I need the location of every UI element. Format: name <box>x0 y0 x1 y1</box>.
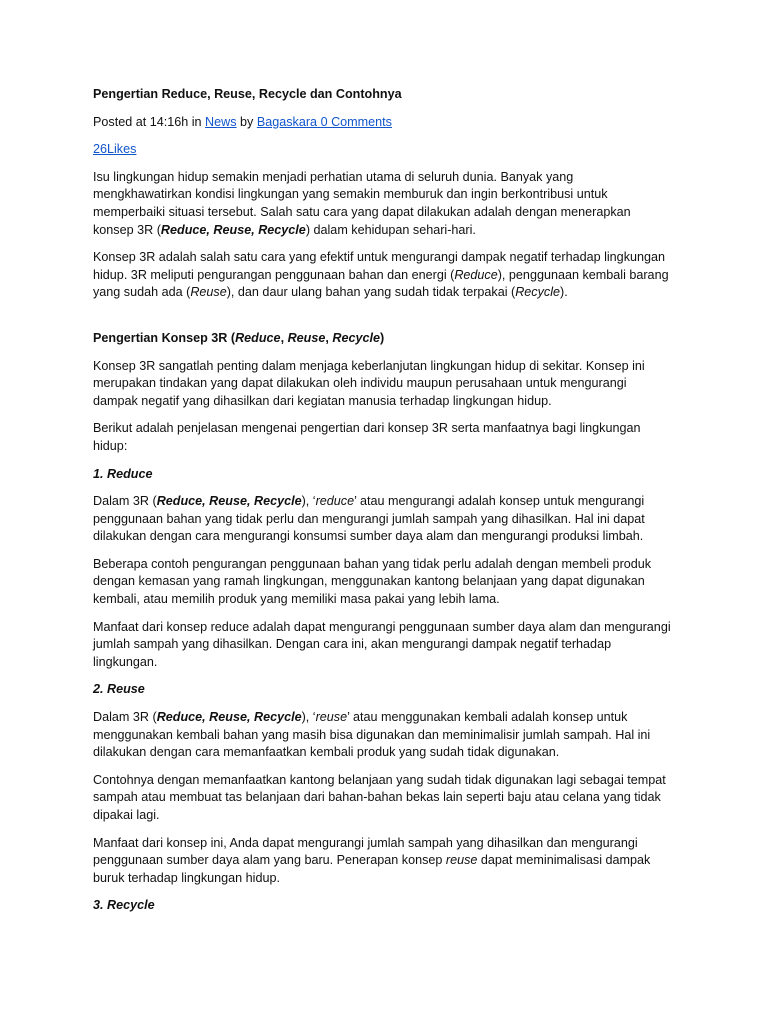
term-reduce: Reduce <box>454 267 498 282</box>
text-span: ), ‘ <box>301 494 316 509</box>
reuse-paragraph-2: Contohnya dengan memanfaatkan kantong belanjaan yang sudah tidak digunakan lagi sebagai tempat sampah atau membuat tas belanjaan dari bahan-bahan bekas lain seperti baju atau celana yang tidak dipakai lagi. <box>93 772 666 822</box>
3r-terms: Reduce, Reuse, Recycle <box>156 710 302 725</box>
reduce-paragraph-1 <box>93 493 673 546</box>
3r-terms: Reduce, Reuse, Recycle <box>156 494 302 509</box>
term-reuse: Reuse <box>190 285 227 300</box>
reuse-heading: 2. Reuse <box>93 682 145 697</box>
likes-link[interactable]: 26Likes <box>93 142 137 157</box>
text-span: Isu lingkungan hidup semakin menjadi perhatian utama di seluruh dunia. Banyak yang mengkhawatirkan kondisi lingkungan yang semakin memburuk dan ingin berkontribusi untuk memperbaiki situasi tersebut. Salah satu cara yang dapat dilakukan adalah dengan menerapkan konsep 3R ( <box>93 169 631 237</box>
by-text: by <box>236 114 257 129</box>
reuse-paragraph-3 <box>93 835 673 888</box>
text-span: Pengertian Konsep 3R ( <box>93 330 236 345</box>
text-span: Dalam 3R ( <box>93 494 157 509</box>
article <box>93 86 673 925</box>
reduce-heading: 1. Reduce <box>93 466 153 481</box>
text-span: ’ atau menggunakan kembali adalah konsep untuk menggunakan kembali bahan yang masih bisa digunakan dan meminimalisir jumlah sampah. Hal ini dilakukan dengan cara memanfaatkan kembali produk yang sudah tidak digunakan. <box>93 710 651 760</box>
reduce-paragraph-3: Manfaat dari konsep reduce adalah dapat mengurangi penggunaan sumber daya alam dan mengurangi jumlah sampah yang dihasilkan. Dengan cara ini, akan mengurangi dampak negatif terhadap lingkungan. <box>93 619 671 669</box>
text-span: ), penggunaan kembali barang yang sudah ada ( <box>93 267 669 300</box>
section-heading <box>93 330 673 348</box>
category-link[interactable]: News <box>205 114 237 129</box>
text-span: Konsep 3R adalah salah satu cara yang efektif untuk mengurangi dampak negatif terhadap lingkungan hidup. 3R meliputi pengurangan penggunaan bahan dan energi ( <box>93 250 666 282</box>
term-reuse: Reuse <box>287 330 326 345</box>
likes-row <box>93 141 673 159</box>
reduce-paragraph-2: Beberapa contoh pengurangan penggunaan bahan yang tidak perlu adalah dengan membeli produk dengan kemasan yang ramah lingkungan, menggunakan kantong belanjaan yang dapat digunakan kembali, atau memilih produk yang memiliki masa pakai yang lebih lama. <box>93 556 652 607</box>
recycle-heading: 3. Recycle <box>93 898 155 913</box>
term-reuse: reuse <box>445 853 478 868</box>
term-reduce: Reduce <box>235 330 281 345</box>
text-span: ’ atau mengurangi adalah konsep untuk mengurangi penggunaan bahan yang tidak perlu dan mengurangi jumlah sampah yang dihasilkan. Hal ini dapat dilakukan dengan cara mengurangi konsumsi sumber daya alam dan mengurangi produksi limbah. <box>93 494 645 544</box>
posted-text: Posted at 14:16h in <box>93 114 206 129</box>
intro-paragraph-1 <box>93 169 673 239</box>
text-span: , <box>280 330 288 345</box>
3r-terms: Reduce, Reuse, Recycle <box>160 222 306 237</box>
section-paragraph-2: Berikut adalah penjelasan mengenai pengertian dari konsep 3R serta manfaatnya bagi lingkungan hidup: <box>93 421 641 453</box>
text-span: ). <box>560 285 568 300</box>
text-span: Manfaat dari konsep ini, Anda dapat mengurangi jumlah sampah yang dihasilkan dan mengurangi penggunaan sumber daya alam yang baru. Penerapan konsep <box>93 835 638 868</box>
text-span: Dalam 3R ( <box>93 710 157 725</box>
term-recycle: Recycle <box>332 330 380 345</box>
text-span: dapat meminimalisasi dampak buruk terhadap lingkungan hidup. <box>93 853 651 885</box>
text-span: ) <box>380 330 385 345</box>
intro-paragraph-2 <box>93 249 673 302</box>
text-span: , <box>325 330 333 345</box>
comments-link[interactable]: 0 Comments <box>320 114 392 129</box>
article-title: Pengertian Reduce, Reuse, Recycle dan Contohnya <box>93 87 402 101</box>
author-link[interactable]: Bagaskara <box>256 114 318 129</box>
post-meta <box>93 114 673 132</box>
term-reduce: reduce <box>315 494 355 509</box>
text-span: ), dan daur ulang bahan yang sudah tidak terpakai ( <box>226 285 516 300</box>
term-recycle: Recycle <box>515 285 560 300</box>
reuse-paragraph-1 <box>93 709 673 762</box>
term-reuse: reuse <box>315 710 348 725</box>
spacer <box>93 312 673 330</box>
section-paragraph-1: Konsep 3R sangatlah penting dalam menjaga keberlanjutan lingkungan hidup di sekitar. Konsep ini merupakan tindakan yang dapat dilakukan oleh individu maupun perusahaan untuk mengurangi dampak negatif yang dihasilkan dari kegiatan manusia terhadap lingkungan hidup. <box>93 358 645 408</box>
text-span: ), ‘ <box>301 710 316 725</box>
text-span: ) dalam kehidupan sehari-hari. <box>305 222 476 237</box>
